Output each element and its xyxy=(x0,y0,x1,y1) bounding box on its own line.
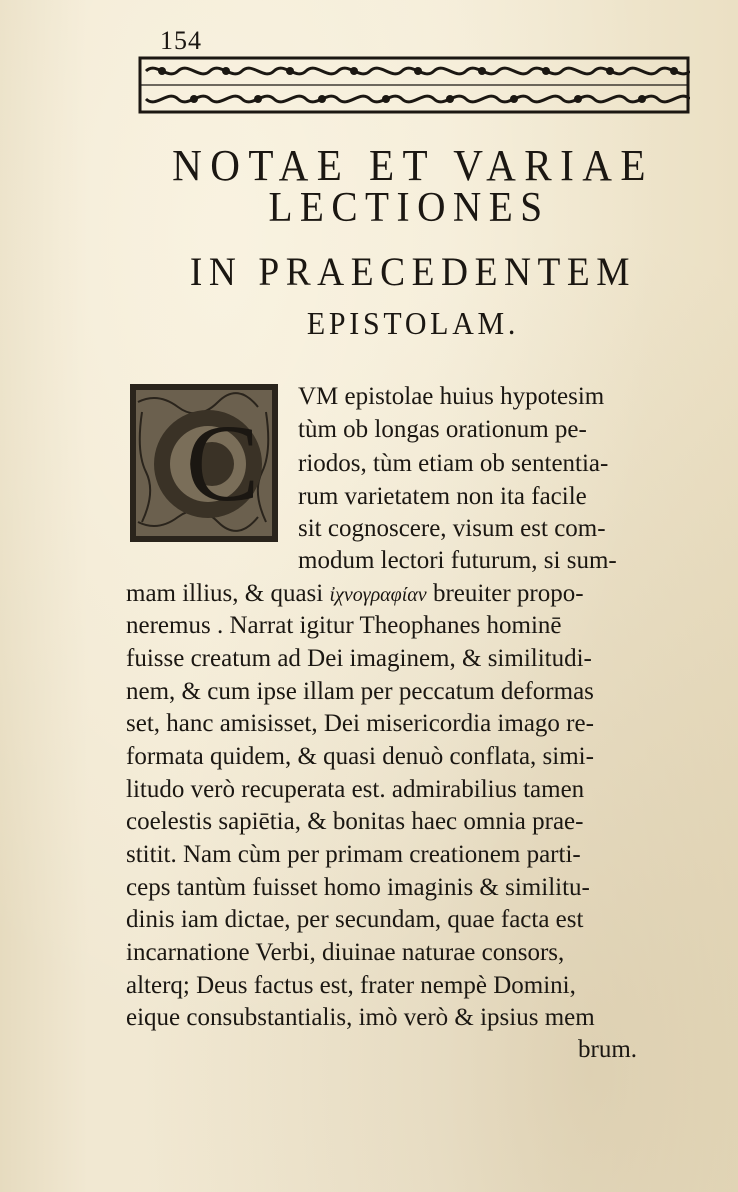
text-line: set, hanc amisisset, Dei misericordia imago re- xyxy=(126,710,594,737)
decorated-initial-letter xyxy=(128,382,280,544)
text-line: VM epistolae huius hypotesim xyxy=(298,383,605,410)
text-line: alterq; Deus factus est, frater nempè Domini, xyxy=(126,972,576,999)
text-line: litudo verò recuperata est. admirabilius tamen xyxy=(126,776,585,803)
page-number: 154 xyxy=(160,26,202,55)
heading-line-2: LECTIONES xyxy=(268,185,550,231)
greek-word: ἰχνογραφίαν xyxy=(329,584,427,606)
text-line: brum. xyxy=(578,1036,638,1063)
heading-line-1: NOTAE ET VARIAE xyxy=(172,141,654,190)
text-line: nem, & cum ipse illam per peccatum deformas xyxy=(126,678,594,705)
text-line: fuisse creatum ad Dei imaginem, & similitudi- xyxy=(126,645,592,672)
text-line: rum varietatem non ita facile xyxy=(298,483,587,510)
text-line: sit cognoscere, visum est com- xyxy=(298,515,606,542)
text-line: coelestis sapiētia, & bonitas haec omnia prae- xyxy=(126,808,584,835)
text-segment: breuiter propo- xyxy=(432,580,584,607)
text-line: riodos, tùm etiam ob sententia- xyxy=(298,450,609,477)
text-line: neremus . Narrat igitur Theophanes hominē xyxy=(126,612,562,639)
initial-letter: C xyxy=(186,402,260,524)
heading-line-3: IN PRAECEDENTEM xyxy=(189,249,637,294)
text-line: eique consubstantialis, imò verò & ipsius mem xyxy=(126,1004,595,1031)
heading-line-4: EPISTOLAM. xyxy=(306,305,520,341)
text-line: modum lectori futurum, si sum- xyxy=(298,547,617,574)
text-line: ceps tantùm fuisset homo imaginis & similitu- xyxy=(126,874,590,901)
text-line: formata quidem, & quasi denuò conflata, simi- xyxy=(126,743,594,770)
text-line: incarnatione Verbi, diuinae naturae consors, xyxy=(126,939,565,966)
text-line: dinis iam dictae, per secundam, quae facta est xyxy=(126,906,584,933)
decorative-headpiece xyxy=(138,56,690,114)
text-segment: mam illius, & quasi xyxy=(126,580,324,607)
text-line xyxy=(126,579,584,610)
text-line: tùm ob longas orationum pe- xyxy=(298,416,587,443)
text-line: stitit. Nam cùm per primam creationem parti- xyxy=(126,841,581,868)
